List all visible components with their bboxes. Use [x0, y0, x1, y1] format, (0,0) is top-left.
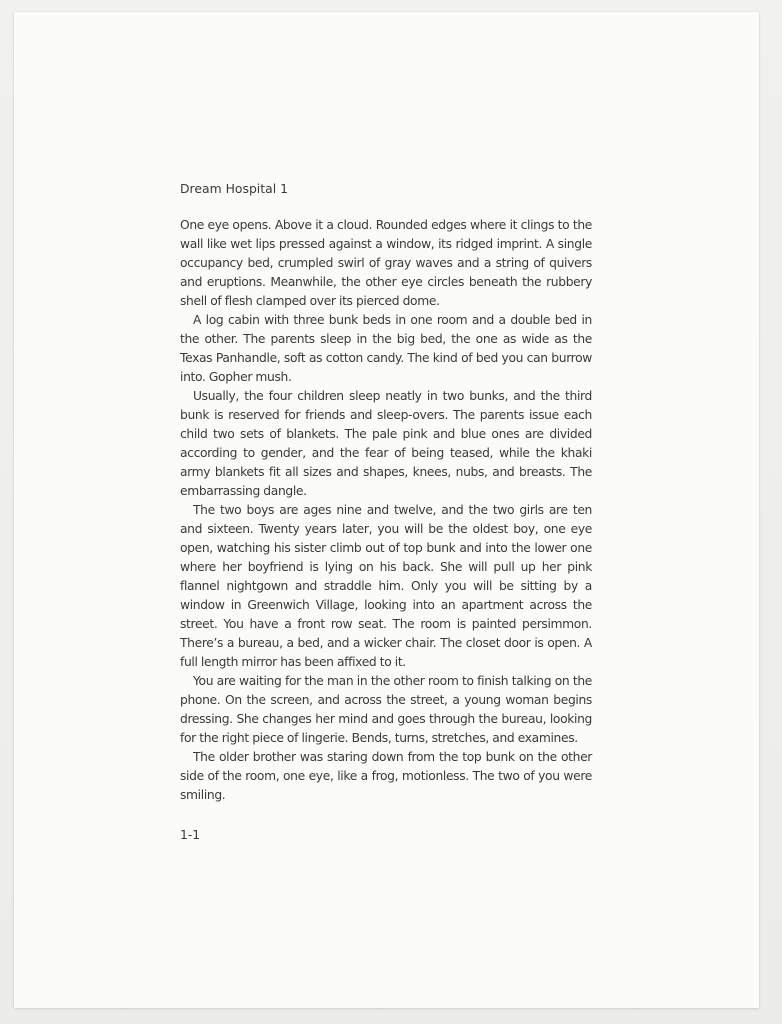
paragraph-4: The two boys are ages nine and twelve, and the two girls are ten and sixteen. Twenty years later, you will be the oldest boy, one eye open, watching his sister climb out of top bunk and into the lower one where her boyfriend is lying on his back. She will pull up her pink flannel nightgown and straddle him. Only you will be sitting by a window in Greenwich Village, looking into an apartment across the street. You have a front row seat. The room is painted persimmon. There’s a bureau, a bed, and a wicker chair. The closet door is open. A full length mirror has been affixed to it.	[180, 503, 592, 669]
paragraph-1: One eye opens. Above it a cloud. Rounded edges where it clings to the wall like wet lips pressed against a window, its ridged imprint. A single occupancy bed, crumpled swirl of gray waves and a string of quivers and eruptions. Meanwhile, the other eye circles beneath the rubbery shell of flesh clamped over its pierced dome.	[180, 218, 592, 308]
page-title: Dream Hospital 1	[180, 181, 288, 196]
paragraph-2: A log cabin with three bunk beds in one room and a double bed in the other. The parents sleep in the big bed, the one as wide as the Texas Panhandle, soft as cotton candy. The kind of bed you can burrow into. Gopher mush.	[180, 313, 592, 384]
paragraph-3: Usually, the four children sleep neatly in two bunks, and the third bunk is reserved for friends and sleep-overs. The parents issue each child two sets of blankets. The pale pink and blue ones are divided according to gender, and the fear of being teased, while the khaki army blankets fit all sizes and shapes, knees, nubs, and breasts. The embarrassing dangle.	[180, 389, 592, 498]
text-block	[180, 178, 592, 845]
paragraph-5: You are waiting for the man in the other room to finish talking on the phone. On the screen, and across the street, a young woman begins dressing. She changes her mind and goes through the bureau, looking for the right piece of lingerie. Bends, turns, stretches, and examines.	[180, 674, 592, 745]
paragraph-6: The older brother was staring down from the top bunk on the other side of the room, one eye, like a frog, motionless. The two of you were smiling.	[180, 750, 592, 802]
page-number: 1-1	[180, 828, 201, 842]
